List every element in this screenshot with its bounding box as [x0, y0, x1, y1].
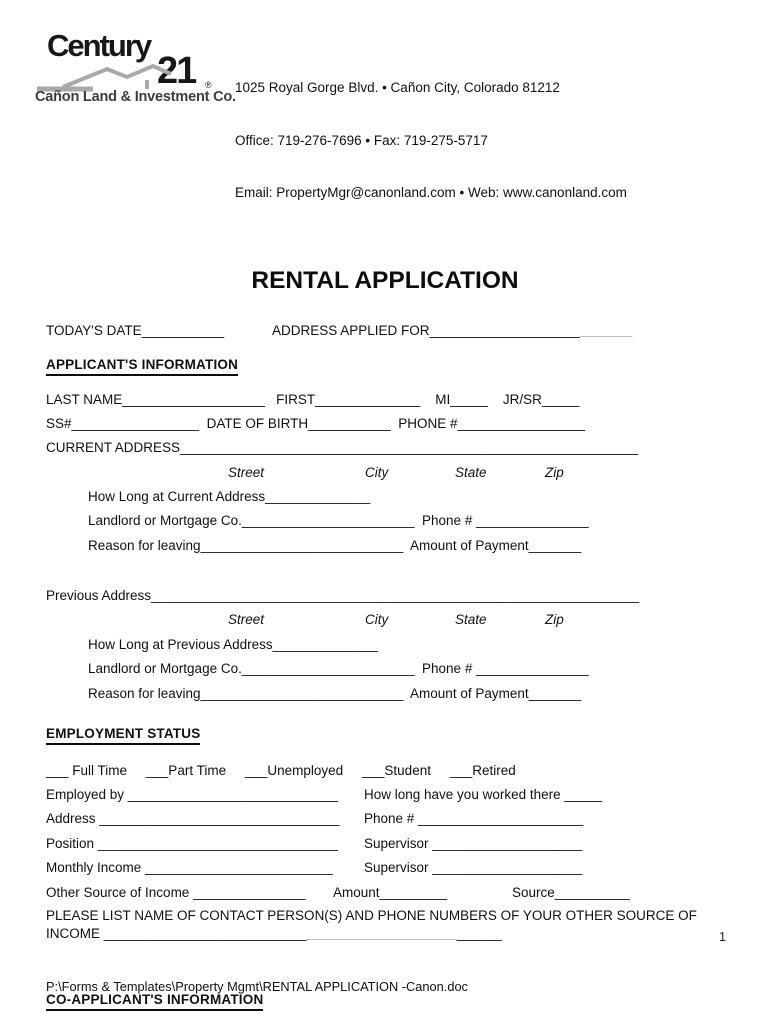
contact-info-block [235, 28, 627, 237]
employment-status-options-row: ___ Full Time ___Part Time ___Unemployed ___Student ___Retired [46, 762, 516, 778]
city-label: City [365, 611, 389, 627]
applicant-ss-dob-phone-row: SS#_________________ DATE OF BIRTH___________ PHONE #_________________ [46, 415, 586, 431]
twenty-one-numeral: 21 [157, 50, 196, 92]
contact-persons-note-line1: PLEASE LIST NAME OF CONTACT PERSON(S) AND PHONE NUMBERS OF YOUR OTHER SOURCE OF [46, 907, 697, 923]
income-line-seg3: ______ [456, 925, 502, 941]
supervisor-field: Supervisor ____________________ [364, 835, 583, 851]
employment-section-heading-row [46, 726, 635, 745]
applicant-section-heading: APPLICANT'S INFORMATION [46, 357, 238, 376]
zip-label: Zip [545, 611, 564, 627]
contact-address-line: 1025 Royal Gorge Blvd. • Cañon City, Colorado 81212 [235, 80, 560, 95]
street-label: Street [228, 464, 265, 480]
previous-address-column-labels [46, 612, 635, 628]
document-footer [46, 948, 468, 1024]
century21-logo [35, 28, 235, 108]
monthly-income-row [46, 860, 635, 876]
address-applied-label: ADDRESS APPLIED FOR____________________ [272, 322, 580, 338]
century-wordmark: Century [47, 28, 151, 63]
other-source-of-income-field: Other Source of Income _______________ [46, 884, 306, 900]
current-reason-for-leaving-row: Reason for leaving___________________________ Amount of Payment_______ [88, 537, 582, 553]
income-line-seg1: ___________________________ [103, 925, 307, 941]
address-applied-field [272, 323, 632, 339]
employer-address-row [46, 811, 635, 827]
employer-phone-field: Phone # ______________________ [364, 810, 584, 826]
company-name: Cañon Land & Investment Co. [35, 89, 236, 105]
date-address-row [46, 323, 635, 339]
employed-by-row [46, 787, 635, 803]
supervisor-field-2: Supervisor ____________________ [364, 859, 583, 875]
current-landlord-row: Landlord or Mortgage Co._______________________ Phone # _______________ [88, 512, 589, 528]
other-income-row [46, 885, 635, 901]
employment-section-heading: EMPLOYMENT STATUS [46, 726, 200, 745]
how-long-worked-field: How long have you worked there _____ [364, 786, 602, 802]
employed-by-field: Employed by ____________________________ [46, 786, 339, 802]
contact-persons-note-line2 [46, 925, 635, 942]
monthly-income-field: Monthly Income _________________________ [46, 859, 333, 875]
coapplicant-section-heading: CO-APPLICANT'S INFORMATION [46, 992, 263, 1011]
address-column-labels [46, 465, 635, 481]
document-title: RENTAL APPLICATION [251, 266, 519, 294]
contact-phone-line: Office: 719-276-7696 • Fax: 719-275-5717 [235, 132, 488, 148]
zip-label: Zip [545, 464, 564, 480]
applicant-name-row: LAST NAME___________________ FIRST______________ MI_____ JR/SR_____ [46, 391, 580, 407]
how-long-previous-address-row: How Long at Previous Address______________ [88, 636, 378, 652]
registered-trademark-symbol: ® [205, 80, 212, 90]
city-label: City [365, 464, 389, 480]
contact-email-line: Email: PropertyMgr@canonland.com • Web: www.canonland.com [235, 185, 627, 200]
amount-field: Amount_________ [333, 884, 448, 900]
form-body [46, 322, 697, 1024]
file-path-line: P:\Forms & Templates\Property Mgmt\RENTAL APPLICATION -Canon.doc [46, 979, 468, 994]
position-field: Position ________________________________ [46, 835, 339, 851]
address-applied-line-tail: _______ [579, 322, 633, 338]
state-label: State [455, 464, 487, 480]
previous-reason-for-leaving-row: Reason for leaving___________________________ Amount of Payment_______ [88, 685, 582, 701]
previous-address-row: Previous Address_________________________________________________________________ [46, 587, 640, 603]
applicant-section-heading-row [46, 357, 635, 376]
income-line-seg2: ____________________ [306, 925, 457, 941]
income-label: INCOME [46, 925, 104, 941]
street-label: Street [228, 611, 265, 627]
employer-address-field: Address ________________________________ [46, 810, 340, 826]
position-row [46, 836, 635, 852]
source-field: Source__________ [512, 884, 630, 900]
previous-landlord-row: Landlord or Mortgage Co._______________________ Phone # _______________ [88, 660, 589, 676]
document-header [0, 0, 770, 237]
current-address-row: CURRENT ADDRESS_____________________________________________________________ [46, 439, 639, 455]
todays-date-field: TODAY'S DATE___________ [46, 322, 225, 338]
page-number: 1 [719, 930, 726, 944]
state-label: State [455, 611, 487, 627]
how-long-current-address-row: How Long at Current Address______________ [88, 488, 371, 504]
